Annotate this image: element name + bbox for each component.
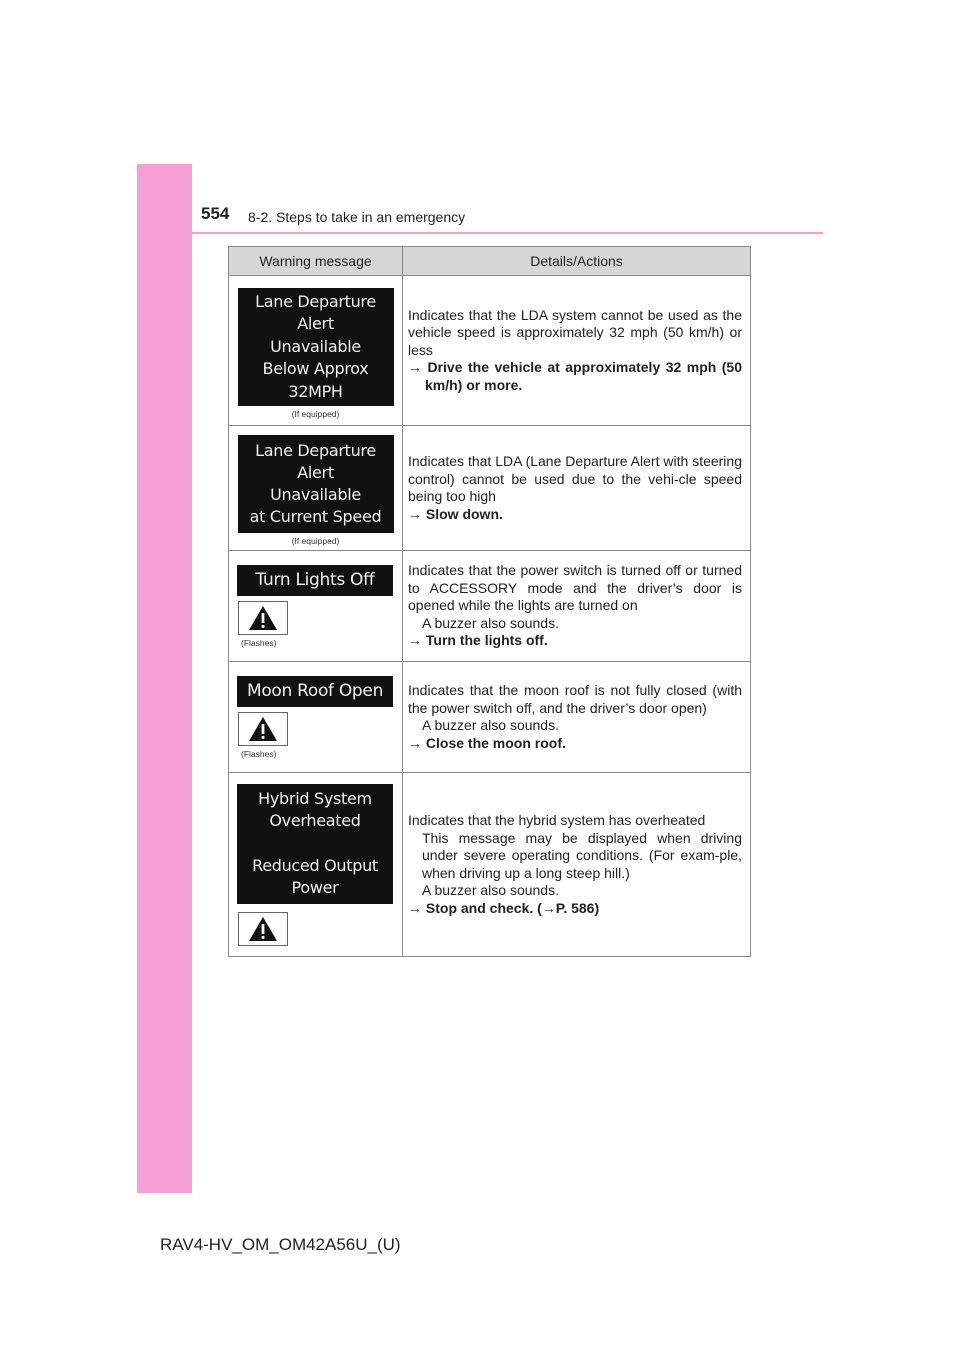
- table-row: [229, 773, 751, 957]
- screen-line: Lane Departure: [255, 291, 376, 311]
- page-number: 554: [201, 204, 230, 223]
- screen-line: Alert: [297, 314, 334, 334]
- display-screen-image: [237, 784, 393, 904]
- display-screen-image: [238, 435, 394, 533]
- screen-line: Moon Roof Open: [246, 680, 384, 701]
- section-title: 8-2. Steps to take in an emergency: [248, 209, 466, 225]
- description-text: Indicates that the hybrid system has overheated: [408, 812, 706, 828]
- details-cell: [403, 551, 751, 662]
- arrow-symbol: →: [408, 359, 422, 376]
- action-text: → Close the moon roof.: [408, 734, 566, 751]
- details-cell: [403, 426, 751, 551]
- screen-line: at Current Speed: [249, 506, 382, 526]
- document-code: RAV4-HV_OM_OM42A56U_(U): [160, 1235, 401, 1254]
- details-cell: [403, 276, 751, 426]
- warning-message-cell: [229, 276, 403, 426]
- warning-triangle-icon: [238, 601, 288, 635]
- warning-message-cell: [229, 773, 403, 957]
- chapter-tab-bar: [137, 164, 192, 1193]
- action-text: → Drive the vehicle at approximately 32 mph (50 km/h) or more.: [408, 359, 742, 393]
- description-text: Indicates that the moon roof is not fully closed (with the power switch off, and the driver’s door open): [408, 682, 742, 716]
- screen-line: Turn Lights Off: [255, 569, 375, 590]
- warning-message-table: [228, 246, 751, 957]
- details-cell: [403, 662, 751, 773]
- equipment-caption: (If equipped): [291, 409, 340, 419]
- screen-line: Unavailable: [270, 336, 361, 356]
- action-text: → Turn the lights off.: [408, 632, 548, 649]
- warning-message-cell: [229, 426, 403, 551]
- arrow-symbol: →: [408, 899, 422, 916]
- warning-triangle-icon: [238, 912, 288, 946]
- description-text: Indicates that LDA (Lane Departure Alert with steering control) cannot be used due to the vehi-cle speed being too high: [408, 453, 742, 504]
- details-cell: [403, 773, 751, 957]
- screen-line: Below Approx: [262, 359, 369, 379]
- screen-line: Alert: [297, 462, 334, 482]
- action-text: → Slow down.: [408, 505, 503, 522]
- column-header-warning-message: Warning message: [229, 247, 403, 276]
- note-text: A buzzer also sounds.: [422, 614, 559, 631]
- table-row: [229, 662, 751, 773]
- screen-line: Hybrid System: [258, 788, 372, 808]
- action-text: → Stop and check. (→P. 586): [408, 899, 600, 916]
- equipment-caption: (If equipped): [291, 535, 340, 546]
- description-text: Indicates that the LDA system cannot be used as the vehicle speed is approximately 32 mph (50 km/h) or less: [408, 306, 742, 358]
- screen-line: 32MPH: [288, 381, 343, 401]
- display-screen-image: [237, 676, 393, 707]
- note-text: This message may be displayed when driving under severe operating conditions. (For exam-ple, when driving up a long steep hill.): [422, 829, 742, 881]
- table-row: [229, 551, 751, 662]
- table-row: [229, 276, 751, 426]
- display-screen-image: [238, 288, 394, 406]
- arrow-symbol: →: [408, 505, 422, 522]
- table-header-row: [229, 247, 751, 276]
- flashes-caption: (Flashes): [241, 748, 277, 759]
- header-rule: [137, 232, 823, 234]
- display-screen-image: [237, 565, 393, 596]
- screen-line: Reduced Output: [252, 855, 378, 875]
- flashes-caption: (Flashes): [241, 637, 277, 648]
- note-text: A buzzer also sounds.: [422, 717, 559, 733]
- arrow-symbol: →: [408, 632, 422, 649]
- table-row: [229, 426, 751, 551]
- warning-message-cell: [229, 551, 403, 662]
- arrow-symbol: →: [408, 734, 422, 751]
- description-text: Indicates that the power switch is turned off or turned to ACCESSORY mode and the driver’s door is opened while the lights are turned on: [408, 562, 742, 614]
- column-header-details-actions: Details/Actions: [403, 247, 751, 276]
- screen-line: Lane Departure: [255, 440, 376, 460]
- warning-message-cell: [229, 662, 403, 773]
- screen-line: Power: [291, 878, 339, 897]
- warning-triangle-icon: [238, 712, 288, 746]
- note-text: A buzzer also sounds.: [422, 882, 559, 898]
- screen-line: Unavailable: [270, 484, 361, 504]
- screen-line: Overheated: [269, 811, 361, 830]
